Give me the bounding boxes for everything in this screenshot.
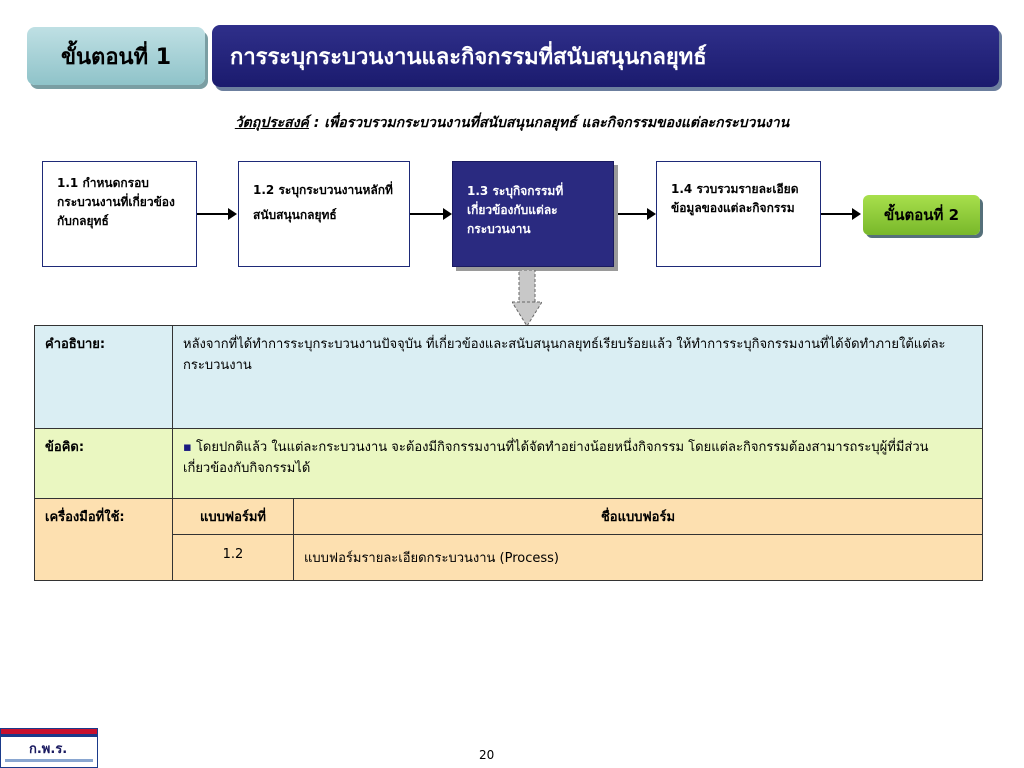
flow-arrow xyxy=(821,213,859,215)
objective-label: วัตถุประสงค์ xyxy=(234,115,309,131)
flow-step-1-1 xyxy=(42,161,197,267)
description-text: หลังจากที่ได้ทำการระบุกระบวนงานปัจจุบัน ที่เกี่ยวข้องและสนับสนุนกลยุทธ์เรียบร้อยแล้ว ให้ทำการระบุกิจกรรมงานที่ได้จัดทำภายใต้แต่ละกระบวนงาน xyxy=(173,326,983,429)
tip-text: โดยปกติแล้ว ในแต่ละกระบวนงาน จะต้องมีกิจกรรมงานที่ได้จัดทำอย่างน้อยหนึ่งกิจกรรม โดยแต่ละกิจกรรมต้องสามารถระบุผู้ที่มีส่วนเกี่ยวข้องกับกิจกรรมได้ xyxy=(183,440,929,476)
objective-separator: : xyxy=(308,115,325,131)
page-number: 20 xyxy=(479,748,495,762)
info-table xyxy=(34,325,983,581)
down-arrow-icon xyxy=(512,270,542,328)
flow-step-text: รวบรวมรายละเอียดข้อมูลของแต่ละกิจกรรม xyxy=(671,182,799,215)
logo-subtitle-line xyxy=(5,759,93,762)
tools-col-form-name: ชื่อแบบฟอร์ม xyxy=(294,499,983,535)
flow-step-1-3-active xyxy=(452,161,614,267)
bullet-icon: ▪ xyxy=(183,440,192,455)
logo-text: ก.พ.ร. xyxy=(29,742,68,757)
objective-text: เพื่อรวบรวมกระบวนงานที่สนับสนุนกลยุทธ์ และกิจกรรมของแต่ละกระบวนงาน xyxy=(324,115,790,131)
flow-arrow xyxy=(410,213,450,215)
tools-col-form-no: แบบฟอร์มที่ xyxy=(173,499,294,535)
flow-step-number: 1.1 xyxy=(57,176,79,190)
flow-arrow xyxy=(618,213,654,215)
opdc-logo xyxy=(0,728,98,768)
tools-header-row xyxy=(35,499,983,535)
flow-step-1-2 xyxy=(238,161,410,267)
flow-step-text: ระบุกิจกรรมที่เกี่ยวข้องกับแต่ละกระบวนงาน xyxy=(467,184,564,236)
flow-step-text: ระบุกระบวนงานหลักที่สนับสนุนกลยุทธ์ xyxy=(253,183,393,222)
flow-step-number: 1.2 xyxy=(253,183,275,197)
flow-arrow xyxy=(197,213,235,215)
step-1-badge: ขั้นตอนที่ 1 xyxy=(27,27,205,85)
next-step-2-badge: ขั้นตอนที่ 2 xyxy=(863,195,980,235)
tools-row xyxy=(35,535,983,581)
tip-label: ข้อคิด: xyxy=(35,429,173,499)
objective-line xyxy=(0,112,1024,134)
flow-step-text: กำหนดกรอบกระบวนงานที่เกี่ยวข้องกับกลยุทธ์ xyxy=(57,176,175,228)
description-label: คำอธิบาย: xyxy=(35,326,173,429)
flow-step-number: 1.4 xyxy=(671,182,693,196)
form-number-cell: 1.2 xyxy=(173,535,294,581)
description-row xyxy=(35,326,983,429)
form-name-cell: แบบฟอร์มรายละเอียดกระบวนงาน (Process) xyxy=(294,535,983,581)
logo-stripe-blue xyxy=(1,734,97,737)
tip-row xyxy=(35,429,983,499)
tools-label: เครื่องมือที่ใช้: xyxy=(35,499,173,581)
page-title: การระบุกระบวนงานและกิจกรรมที่สนับสนุนกลยุทธ์ xyxy=(212,25,999,87)
flow-step-1-4 xyxy=(656,161,821,267)
tip-cell xyxy=(173,429,983,499)
flow-step-number: 1.3 xyxy=(467,184,489,198)
